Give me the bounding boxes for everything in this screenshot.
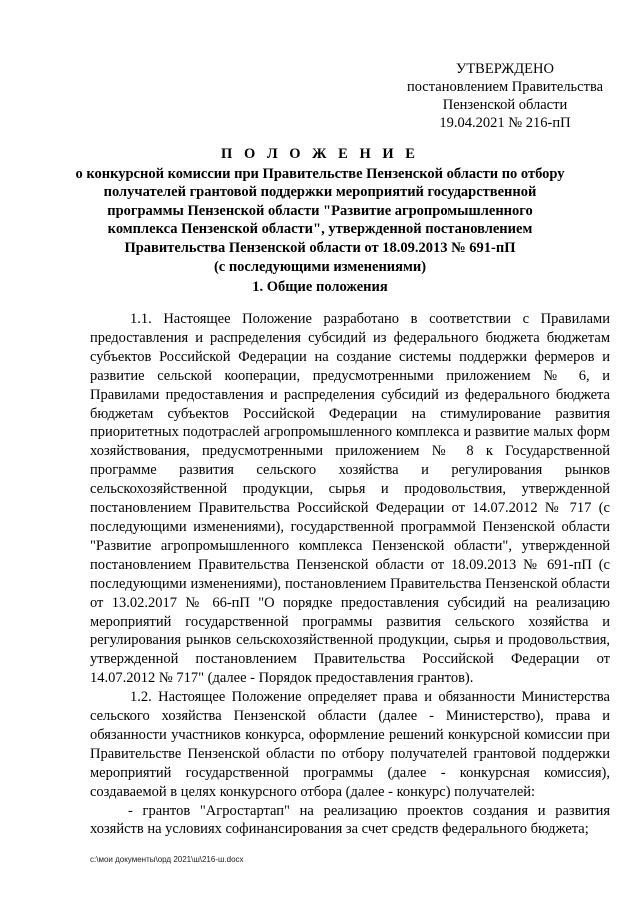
approval-line-region: Пензенской области [442,97,568,113]
title-line-2: получателей грантовой поддержки мероприятий государственной [103,184,537,201]
approval-stamp [390,60,620,132]
file-path-footer: c:\мои документы\орд 2021\ш\216-ш.docx [90,855,244,864]
title-line-6: (с последующими изменениями) [213,258,427,275]
title-line-5: Правительства Пензенской области от 18.09.2013 № 691-пП [124,239,516,256]
document-body [90,310,610,839]
list-item-agrostartup: - грантов "Агростартап" на реализацию проектов создания и развития хозяйств на условиях софинансирования за счет средств федерального бюджета; [90,802,610,838]
approval-line-date-number: 19.04.2021 № 216-пП [439,115,571,131]
document-title-block [70,145,570,276]
title-line-1: о конкурсной комиссии при Правительстве Пензенской области по отбору [75,165,565,182]
title-line-3: программы Пензенской области "Развитие агропромышленного [107,202,533,219]
approval-line-resolution: постановлением Правительства [406,79,604,95]
paragraph-1-2: 1.2. Настоящее Положение определяет права и обязанности Министерства сельского хозяйства Пензенской области (далее - Министерство), права и обязанности участников конкурса, оформление решений конкурсной комиссии при Правительстве Пензенской области по отбору получателей грантовой поддержки мероприятий государственной программы (далее - конкурсная комиссия), создаваемой в целях конкурсного отбора (далее - конкурс) получателей: [90,689,610,800]
approval-title: УТВЕРЖДЕНО [456,61,554,77]
section-heading: 1. Общие положения [252,279,388,295]
title-line-4: комплекса Пензенской области", утвержденной постановлением [107,221,533,238]
paragraph-1-1: 1.1. Настоящее Положение разработано в соответствии с Правилами предоставления и распределения субсидий из федерального бюджета бюджетам субъектов Российской Федерации на создание системы поддержки фермеров и развитие сельской кооперации, предусмотренными приложением № 6, и Правилами предоставления и распределения субсидий из федерального бюджета бюджетам субъектов Российской Федерации на стимулирование развития приоритетных подотраслей агропромышленного комплекса и развитие малых форм хозяйствования, предусмотренными приложением № 8 к Государственной программе развития сельского хозяйства и регулирования рынков сельскохозяйственной продукции, сырья и продовольствия, утвержденной постановлением Правительства Российской Федерации от 14.07.2012 № 717 (с последующими изменениями), государственной программой Пензенской области "Развитие агропромышленного комплекса Пензенской области", утвержденной постановлением Правительства Пензенской области от 18.09.2013 № 691-пП (с последующими изменениями), постановлением Правительства Пензенской области от 13.02.2017 № 66-пП "О порядке предоставления субсидий на реализацию мероприятий государственной программы развития сельского хозяйства и регулирования рынков сельскохозяйственной продукции, сырья и продовольствия, утвержденной постановлением Правительства Российской Федерации от 14.07.2012 № 717" (далее - Порядок предоставления грантов). [90,311,610,687]
document-title: П О Л О Ж Е Н И Е [221,146,419,162]
